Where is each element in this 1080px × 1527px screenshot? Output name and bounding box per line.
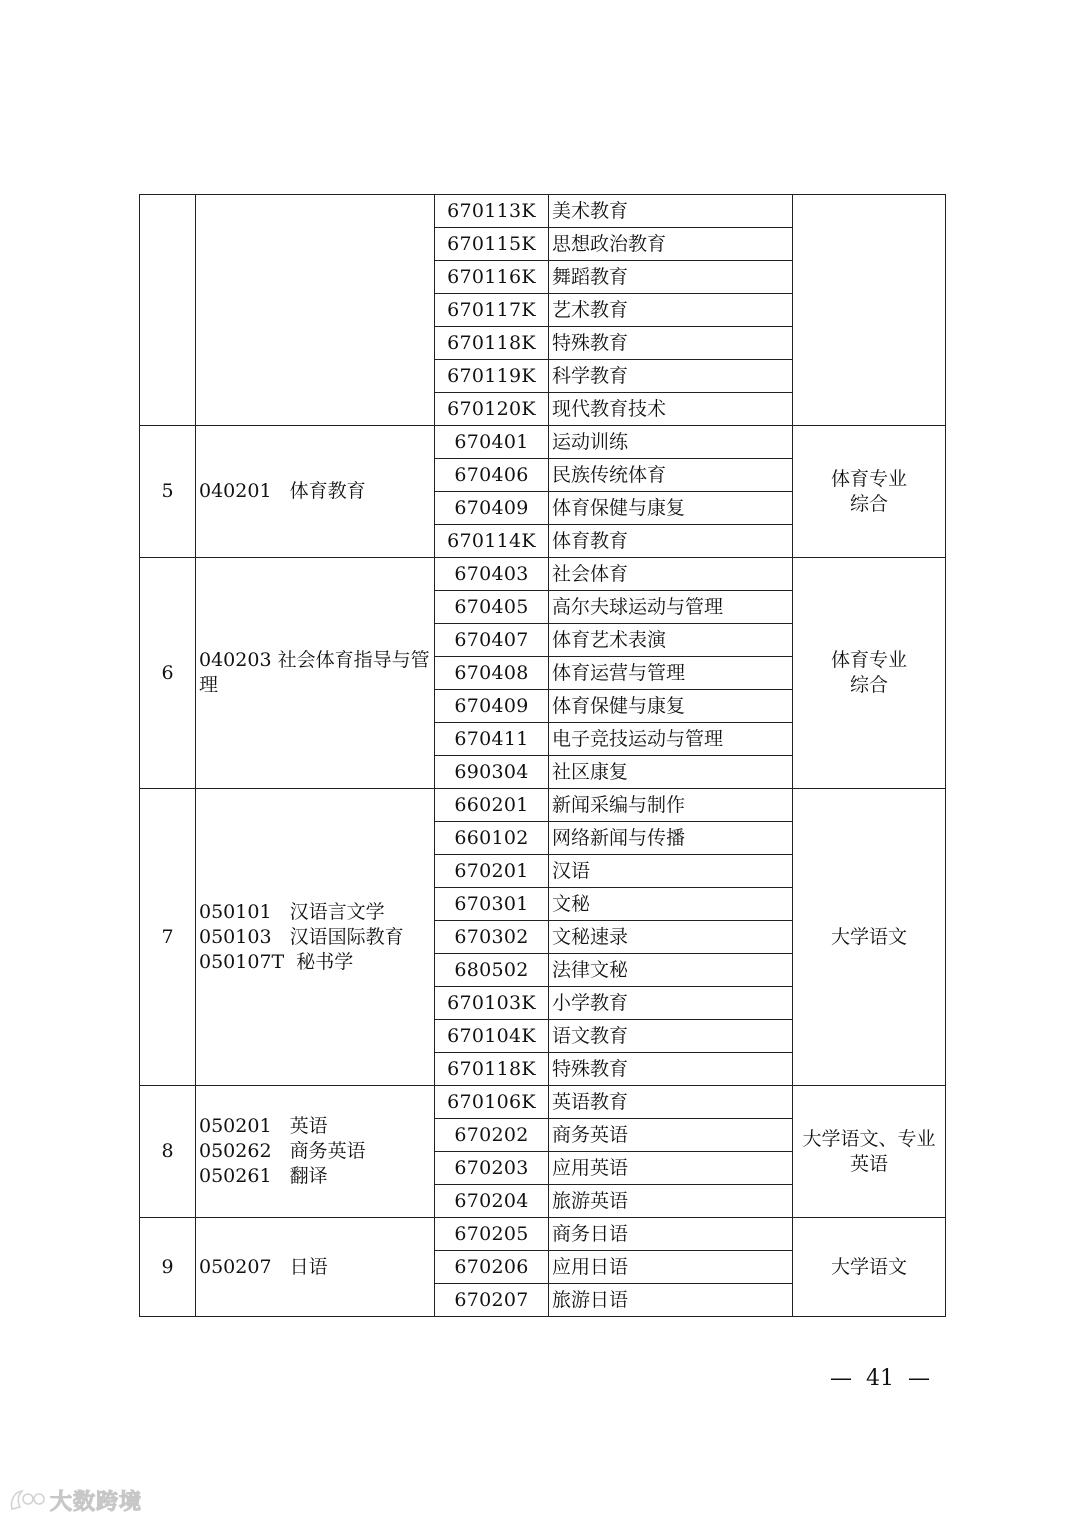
table-row xyxy=(140,1218,946,1251)
table-row xyxy=(140,426,946,459)
major-name-cell: 体育保健与康复 xyxy=(549,492,793,525)
major-name-cell: 小学教育 xyxy=(549,987,793,1020)
exam-subject-line: 体育专业 xyxy=(830,467,907,490)
table-row xyxy=(140,558,946,591)
major-name-cell: 应用英语 xyxy=(549,1152,793,1185)
major-code-cell: 670207 xyxy=(435,1284,549,1317)
page-number: — 41 — xyxy=(830,1366,930,1391)
seq-cell: 9 xyxy=(140,1218,196,1317)
major-code-cell: 660102 xyxy=(435,822,549,855)
major-code-cell: 670202 xyxy=(435,1119,549,1152)
undergrad-major-line: 050103 汉语国际教育 xyxy=(199,925,404,948)
major-code-cell: 670301 xyxy=(435,888,549,921)
major-code-cell: 670115K xyxy=(435,228,549,261)
major-name-cell: 英语教育 xyxy=(549,1086,793,1119)
undergrad-major-cell xyxy=(196,1218,435,1317)
major-name-cell: 文秘 xyxy=(549,888,793,921)
major-code-cell: 660201 xyxy=(435,789,549,822)
major-code-cell: 680502 xyxy=(435,954,549,987)
exam-subject-line: 综合 xyxy=(849,492,888,515)
major-name-cell: 舞蹈教育 xyxy=(549,261,793,294)
exam-subject-cell xyxy=(793,1086,946,1218)
major-name-cell: 民族传统体育 xyxy=(549,459,793,492)
major-name-cell: 社会体育 xyxy=(549,558,793,591)
exam-subject-cell xyxy=(793,195,946,426)
undergrad-major-cell xyxy=(196,426,435,558)
exam-subject-line: 大学语文 xyxy=(830,1255,907,1278)
major-code-cell: 670114K xyxy=(435,525,549,558)
major-name-cell: 体育教育 xyxy=(549,525,793,558)
major-name-cell: 特殊教育 xyxy=(549,1053,793,1086)
major-code-cell: 670118K xyxy=(435,1053,549,1086)
watermark-logo-icon xyxy=(8,1487,46,1513)
table-row xyxy=(140,789,946,822)
major-name-cell: 体育保健与康复 xyxy=(549,690,793,723)
major-code-cell: 670103K xyxy=(435,987,549,1020)
undergrad-major-line: 050207 日语 xyxy=(199,1255,328,1278)
undergrad-major-cell xyxy=(196,1086,435,1218)
major-name-cell: 旅游日语 xyxy=(549,1284,793,1317)
undergrad-major-line: 050261 翻译 xyxy=(199,1165,328,1187)
major-name-cell: 新闻采编与制作 xyxy=(549,789,793,822)
exam-subject-line: 综合 xyxy=(849,674,888,696)
major-code-cell: 670409 xyxy=(435,492,549,525)
major-name-cell: 体育运营与管理 xyxy=(549,657,793,690)
major-name-cell: 社区康复 xyxy=(549,756,793,789)
exam-subject-cell xyxy=(793,1218,946,1317)
undergrad-major-line: 050107T 秘书学 xyxy=(199,950,354,973)
undergrad-major-line: 050262 商务英语 xyxy=(199,1140,366,1162)
major-name-cell: 语文教育 xyxy=(549,1020,793,1053)
major-code-cell: 670408 xyxy=(435,657,549,690)
undergrad-major-line: 040203 社会体育指导与管 xyxy=(199,649,430,671)
major-name-cell: 商务日语 xyxy=(549,1218,793,1251)
major-name-cell: 网络新闻与传播 xyxy=(549,822,793,855)
major-code-cell: 670201 xyxy=(435,855,549,888)
major-code-cell: 670409 xyxy=(435,690,549,723)
major-name-cell: 体育艺术表演 xyxy=(549,624,793,657)
major-code-cell: 670204 xyxy=(435,1185,549,1218)
exam-subject-line: 英语 xyxy=(849,1152,888,1175)
major-code-cell: 670206 xyxy=(435,1251,549,1284)
major-code-cell: 670411 xyxy=(435,723,549,756)
major-code-cell: 670205 xyxy=(435,1218,549,1251)
major-subject-table xyxy=(139,194,946,1317)
major-code-cell: 670302 xyxy=(435,921,549,954)
table-row xyxy=(140,195,946,228)
undergrad-major-line: 050101 汉语言文学 xyxy=(199,900,385,923)
major-name-cell: 商务英语 xyxy=(549,1119,793,1152)
major-code-cell: 670120K xyxy=(435,393,549,426)
exam-subject-cell xyxy=(793,558,946,789)
major-code-cell: 670106K xyxy=(435,1086,549,1119)
exam-subject-cell xyxy=(793,789,946,1086)
major-name-cell: 美术教育 xyxy=(549,195,793,228)
major-name-cell: 运动训练 xyxy=(549,426,793,459)
watermark-text: 大数跨境 xyxy=(50,1489,143,1515)
seq-cell xyxy=(140,195,196,426)
major-code-cell: 670406 xyxy=(435,459,549,492)
major-code-cell: 670203 xyxy=(435,1152,549,1185)
major-code-cell: 670401 xyxy=(435,426,549,459)
watermark xyxy=(8,1486,142,1514)
major-code-cell: 690304 xyxy=(435,756,549,789)
major-code-cell: 670403 xyxy=(435,558,549,591)
exam-subject-line: 大学语文、专业 xyxy=(802,1127,936,1150)
undergrad-major-line: 理 xyxy=(199,674,219,696)
major-name-cell: 旅游英语 xyxy=(549,1185,793,1218)
major-code-cell: 670117K xyxy=(435,294,549,327)
undergrad-major-cell xyxy=(196,789,435,1086)
major-code-cell: 670116K xyxy=(435,261,549,294)
major-name-cell: 电子竞技运动与管理 xyxy=(549,723,793,756)
table-row xyxy=(140,1086,946,1119)
major-code-cell: 670113K xyxy=(435,195,549,228)
major-code-cell: 670407 xyxy=(435,624,549,657)
exam-subject-cell xyxy=(793,426,946,558)
major-name-cell: 法律文秘 xyxy=(549,954,793,987)
major-name-cell: 文秘速录 xyxy=(549,921,793,954)
major-name-cell: 科学教育 xyxy=(549,360,793,393)
seq-cell: 5 xyxy=(140,426,196,558)
major-code-cell: 670119K xyxy=(435,360,549,393)
major-name-cell: 思想政治教育 xyxy=(549,228,793,261)
major-name-cell: 高尔夫球运动与管理 xyxy=(549,591,793,624)
undergrad-major-cell xyxy=(196,195,435,426)
major-code-cell: 670104K xyxy=(435,1020,549,1053)
undergrad-major-line: 040201 体育教育 xyxy=(199,480,366,502)
major-name-cell: 应用日语 xyxy=(549,1251,793,1284)
seq-cell: 6 xyxy=(140,558,196,789)
major-code-cell: 670405 xyxy=(435,591,549,624)
major-name-cell: 现代教育技术 xyxy=(549,393,793,426)
undergrad-major-cell xyxy=(196,558,435,789)
major-name-cell: 艺术教育 xyxy=(549,294,793,327)
major-name-cell: 汉语 xyxy=(549,855,793,888)
exam-subject-line: 体育专业 xyxy=(830,649,907,671)
major-name-cell: 特殊教育 xyxy=(549,327,793,360)
major-code-cell: 670118K xyxy=(435,327,549,360)
seq-cell: 7 xyxy=(140,789,196,1086)
exam-subject-line: 大学语文 xyxy=(830,925,907,948)
undergrad-major-line: 050201 英语 xyxy=(199,1115,328,1137)
seq-cell: 8 xyxy=(140,1086,196,1218)
